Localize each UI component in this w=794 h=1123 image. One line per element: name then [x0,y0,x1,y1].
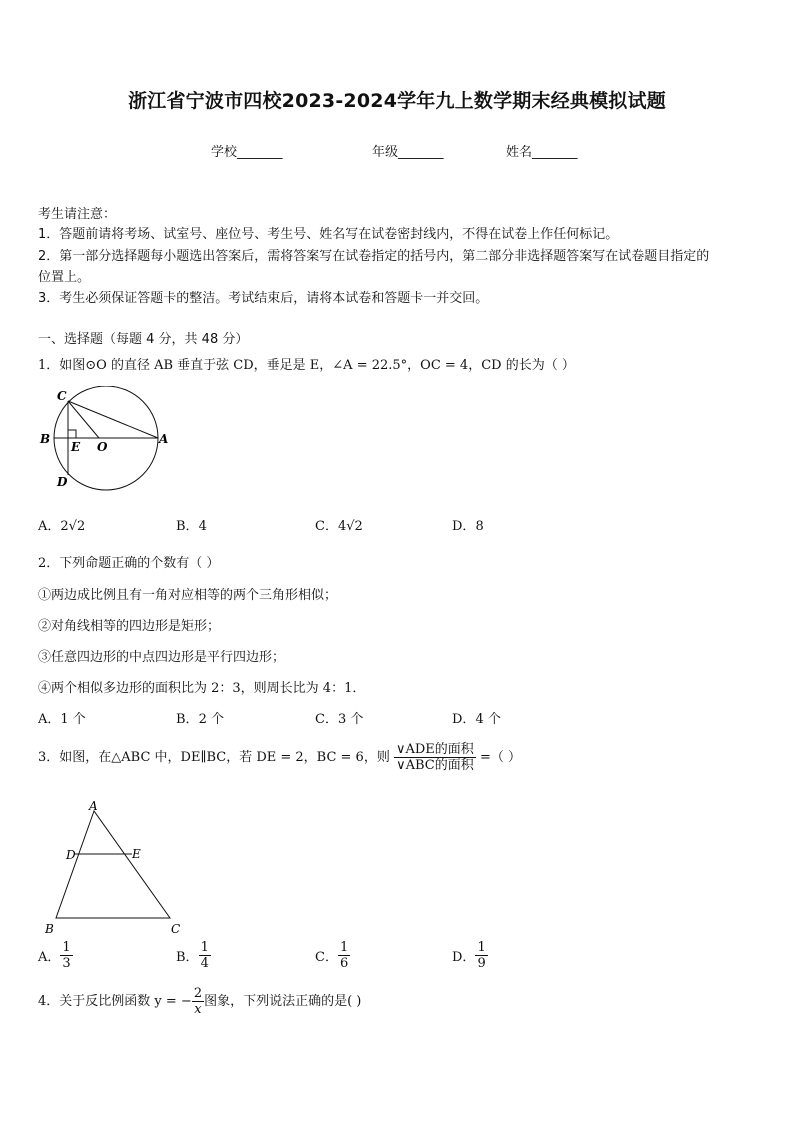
notice-heading: 考生请注意： [38,207,117,222]
q2-statement: ①两边成比例且有一角对应相等的两个三角形相似； [38,588,338,603]
notice-item: 位置上。 [38,270,91,285]
label-c: C [171,922,181,936]
function-fraction: $\frac{2}{x}$ [193,986,203,1017]
q1-option-d[interactable]: D．8 [452,519,484,534]
name-field-label: 姓名_______ [506,145,578,160]
label-b: B [45,922,54,936]
label-o: O [97,440,108,454]
label-e: E [71,440,81,454]
label-d: D [66,848,76,862]
q1-option-a[interactable]: A．2√2 [38,519,86,534]
label-a: A [89,799,98,813]
q2-option-d[interactable]: D．4 个 [452,712,501,727]
section-heading: 一、选择题（每题 4 分，共 48 分） [38,332,249,347]
q3-option-a[interactable]: A． $\frac{1}{3}$ [38,940,71,971]
q2-statement: ③任意四边形的中点四边形是平行四边形； [38,650,286,665]
q3-option-d[interactable]: D． $\frac{1}{9}$ [452,940,486,971]
page-title: 浙江省宁波市四校2023-2024学年九上数学期末经典模拟试题 [128,90,666,112]
question-1-stem: 1．如图⊙O 的直径 AB 垂直于弦 CD，垂足是 E，∠A = 22.5°，OC = 4，CD 的长为（ ） [38,358,575,373]
q2-statement: ④两个相似多边形的面积比为 2：3，则周长比为 4：1． [38,681,366,696]
segment-ca [68,401,158,438]
question-3-stem: 3．如图，在△ABC 中，DE∥BC，若 DE = 2，BC = 6，则 $\frac{\text{∨ADE的面积}}{\text{∨ABC的面积}}$ =（ ） [38,742,521,773]
label-b: B [40,432,51,446]
question-4-stem: 4．关于反比例函数 y = − $\frac{2}{x}$ 图象，下列说法正确的是( ) [38,986,362,1017]
area-ratio-fraction: $\frac{\text{∨ADE的面积}}{\text{∨ABC的面积}}$ [395,742,474,773]
q2-statement: ②对角线相等的四边形是矩形； [38,619,221,634]
grade-field-label: 年级_______ [372,145,444,160]
label-d: D [57,475,68,489]
segment-co [68,401,99,438]
q2-option-c[interactable]: C．3 个 [315,712,364,727]
q2-option-a[interactable]: A．1 个 [38,712,86,727]
q1-option-c[interactable]: C．4√2 [315,519,363,534]
circle-figure [36,386,176,496]
right-angle-mark [68,430,76,438]
q3-option-c[interactable]: C． $\frac{1}{6}$ [315,940,349,971]
label-a: A [159,432,169,446]
question-2-stem: 2．下列命题正确的个数有（ ） [38,556,220,571]
q1-option-b[interactable]: B．4 [176,519,207,534]
label-e: E [132,847,141,861]
q3-option-b[interactable]: B． $\frac{1}{4}$ [176,940,209,971]
label-c: C [57,389,67,403]
triangle-abc [56,811,170,918]
school-field-label: 学校_______ [211,145,283,160]
triangle-figure [40,798,190,938]
q2-option-b[interactable]: B．2 个 [176,712,224,727]
notice-item: 1．答题前请将考场、试室号、座位号、考生号、姓名写在试卷密封线内，不得在试卷上作任何标记。 [38,227,619,242]
notice-item: 3．考生必须保证答题卡的整洁。考试结束后，请将本试卷和答题卡一并交回。 [38,291,489,306]
notice-item: 2．第一部分选择题每小题选出答案后，需将答案写在试卷指定的括号内，第二部分非选择题答案写在试卷题目指定的 [38,249,710,264]
